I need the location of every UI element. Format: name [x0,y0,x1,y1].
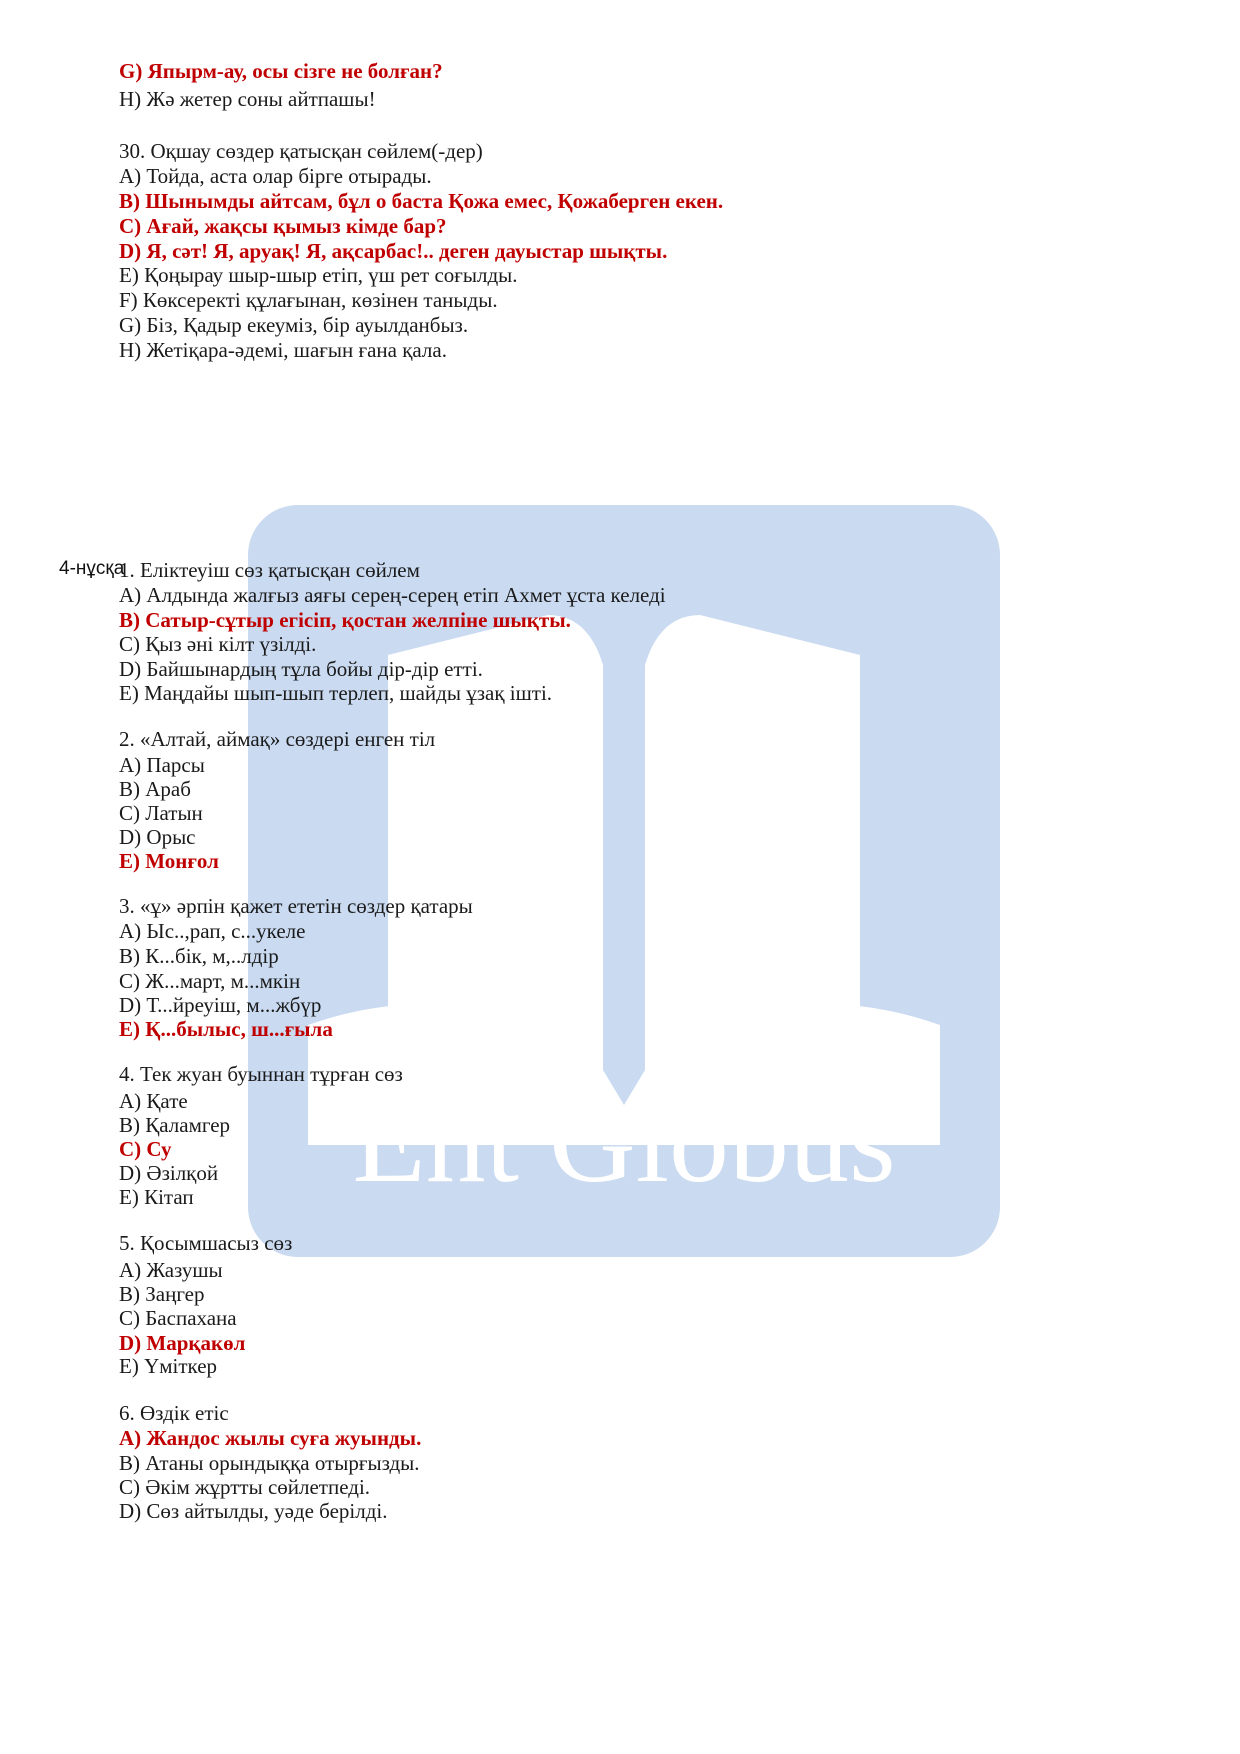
text-line: 4. Тек жуан буыннан тұрған сөз [119,1062,403,1086]
text-line: B) Араб [119,777,191,801]
text-line: E) Қоңырау шыр-шыр етіп, үш рет соғылды. [119,263,518,287]
text-line: D) Сөз айтылды, уәде берілді. [119,1499,388,1523]
text-line: D) Байшынардың тұла бойы дір-дір етті. [119,657,483,681]
text-line: C) Ж...март, м...мкін [119,969,301,993]
text-line: H) Жетіқара-әдемі, шағын ғана қала. [119,338,447,362]
answer-line-correct: E) Монғол [119,849,219,873]
answer-line-correct: B) Сатыр-сұтыр егісіп, қостан желпіне шықты. [119,608,571,632]
text-line: E) Кітап [119,1185,194,1209]
text-line: H) Жә жетер соны айтпашы! [119,87,376,111]
text-line: A) Жазушы [119,1258,223,1282]
answer-line-correct: B) Шынымды айтсам, бұл о баста Қожа емес, Қожаберген екен. [119,189,724,213]
text-line: B) К...бік, м,..лдір [119,944,279,968]
text-line: D) Т...йреуіш, м...жбүр [119,993,322,1017]
text-line: 30. Оқшау сөздер қатысқан сөйлем(-дер) [119,139,483,163]
text-line: 6. Өздік етіс [119,1401,229,1425]
text-line: D) Әзілқой [119,1161,219,1185]
text-line: A) Алдында жалғыз аяғы серең-серең етіп Ахмет ұста келеді [119,583,666,607]
text-line: C) Қыз әні кілт үзілді. [119,632,317,656]
text-line: 5. Қосымшасыз сөз [119,1231,293,1255]
text-line: A) Қате [119,1089,188,1113]
text-line: B) Қаламгер [119,1113,231,1137]
text-line: F) Көксеректі құлағынан, көзінен таныды. [119,288,498,312]
text-line: G) Біз, Қадыр екеуміз, бір ауылданбыз. [119,313,469,337]
answer-line-correct: C) Ағай, жақсы қымыз кімде бар? [119,214,447,238]
variant-label: 4-нұсқа [59,558,125,579]
answer-line-correct: A) Жандос жылы суға жуынды. [119,1426,422,1450]
text-line: 2. «Алтай, аймақ» сөздері енген тіл [119,727,436,751]
text-line: D) Орыс [119,825,196,849]
answer-line-correct: D) Марқакөл [119,1331,246,1355]
text-line: E) Маңдайы шып-шып терлеп, шайды ұзақ ішті. [119,681,553,705]
text-line: C) Әкім жұртты сөйлетпеді. [119,1475,371,1499]
text-line: B) Заңгер [119,1282,205,1306]
answer-line-correct: C) Су [119,1137,172,1161]
text-line: 1. Еліктеуіш сөз қатысқан сөйлем [119,558,420,582]
text-line: A) Тойда, аста олар бірге отырады. [119,164,432,188]
text-line: 3. «ұ» әрпін қажет ететін сөздер қатары [119,894,473,918]
text-line: C) Латын [119,801,203,825]
text-line: B) Атаны орындыққа отырғызды. [119,1451,420,1475]
answer-line-correct: E) Қ...былыс, ш...ғыла [119,1017,333,1041]
watermark-text: Ent Globus [352,1074,896,1207]
text-line: E) Үміткер [119,1354,218,1378]
text-line: A) Парсы [119,753,205,777]
text-line: C) Баспахана [119,1306,237,1330]
answer-line-correct: D) Я, сәт! Я, аруақ! Я, ақсарбас!.. деген дауыстар шықты. [119,239,668,263]
answer-line-correct: G) Япырм-ау, осы сізге не болған? [119,59,443,83]
text-line: A) Ыс..,рап, с...укеле [119,919,306,943]
